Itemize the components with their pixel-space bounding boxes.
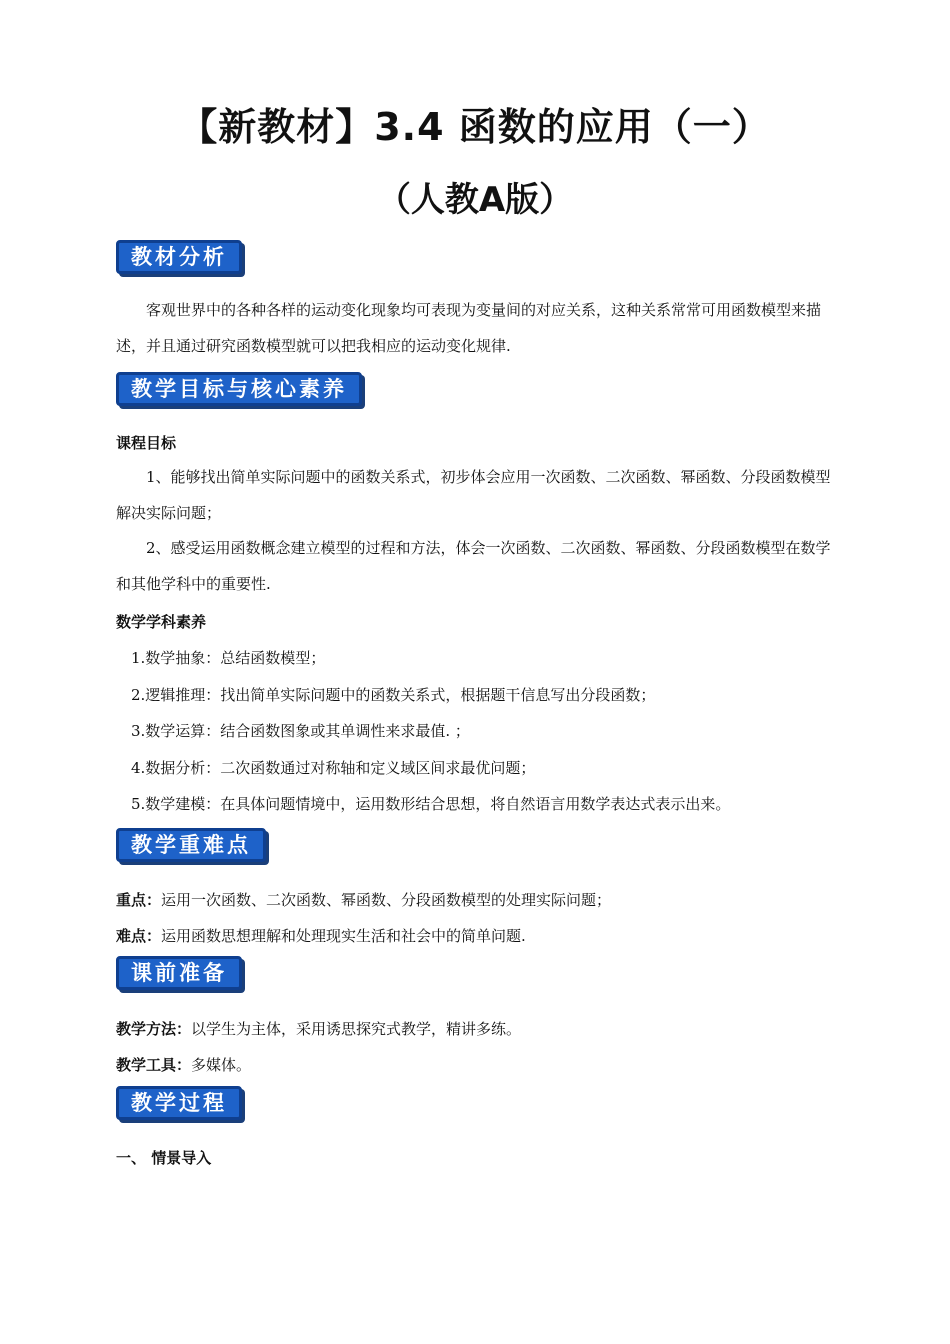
method-line bbox=[116, 1018, 521, 1039]
method-text: 以学生为主体，采用诱思探究式教学，精讲多练。 bbox=[191, 1020, 522, 1038]
difficult-point-text: 运用函数思想理解和处理现实生活和社会中的简单问题. bbox=[161, 927, 526, 945]
method-label: 教学方法： bbox=[116, 1020, 192, 1038]
section-badge-key-points: 教学重难点 bbox=[116, 828, 266, 862]
key-point-text: 运用一次函数、二次函数、幂函数、分段函数模型的处理实际问题； bbox=[161, 891, 612, 909]
course-goals-heading: 课程目标 bbox=[116, 434, 177, 452]
tools-line bbox=[116, 1054, 251, 1075]
tools-label: 教学工具： bbox=[116, 1056, 192, 1074]
page-title: 【新教材】3.4 函数的应用（一） bbox=[179, 105, 771, 149]
literacy-item: 4.数据分析：二次函数通过对称轴和定义域区间求最优问题； bbox=[131, 759, 536, 777]
literacy-item: 3.数学运算：结合函数图象或其单调性来求最值. ； bbox=[131, 722, 470, 740]
difficult-point-line bbox=[116, 925, 526, 946]
section-badge-goals: 教学目标与核心素养 bbox=[116, 372, 362, 406]
section-badge-prep: 课前准备 bbox=[116, 956, 242, 990]
step-heading: 一、 情景导入 bbox=[116, 1149, 212, 1167]
literacy-heading: 数学学科素养 bbox=[116, 613, 207, 631]
difficult-point-label: 难点： bbox=[116, 927, 162, 945]
tools-text: 多媒体。 bbox=[191, 1056, 252, 1074]
course-goal-item: 2、感受运用函数概念建立模型的过程和方法，体会一次函数、二次函数、幂函数、分段函数模型在数学和其他学科中的重要性. bbox=[116, 539, 831, 593]
key-point-line bbox=[116, 889, 611, 910]
literacy-item: 2.逻辑推理：找出简单实际问题中的函数关系式，根据题干信息写出分段函数； bbox=[131, 686, 656, 704]
key-point-label: 重点： bbox=[116, 891, 162, 909]
page-subtitle: （人教A版） bbox=[376, 180, 574, 220]
section-badge-process: 教学过程 bbox=[116, 1086, 242, 1120]
section-badge-analysis: 教材分析 bbox=[116, 240, 242, 274]
course-goal-item: 1、能够找出简单实际问题中的函数关系式，初步体会应用一次函数、二次函数、幂函数、分段函数模型解决实际问题； bbox=[116, 468, 831, 522]
literacy-item: 5.数学建模：在具体问题情境中，运用数形结合思想，将自然语言用数学表达式表示出来。 bbox=[131, 795, 731, 813]
analysis-paragraph: 客观世界中的各种各样的运动变化现象均可表现为变量间的对应关系，这种关系常常可用函数模型来描述，并且通过研究函数模型就可以把我相应的运动变化规律. bbox=[116, 301, 822, 355]
literacy-item: 1.数学抽象：总结函数模型； bbox=[131, 649, 326, 667]
